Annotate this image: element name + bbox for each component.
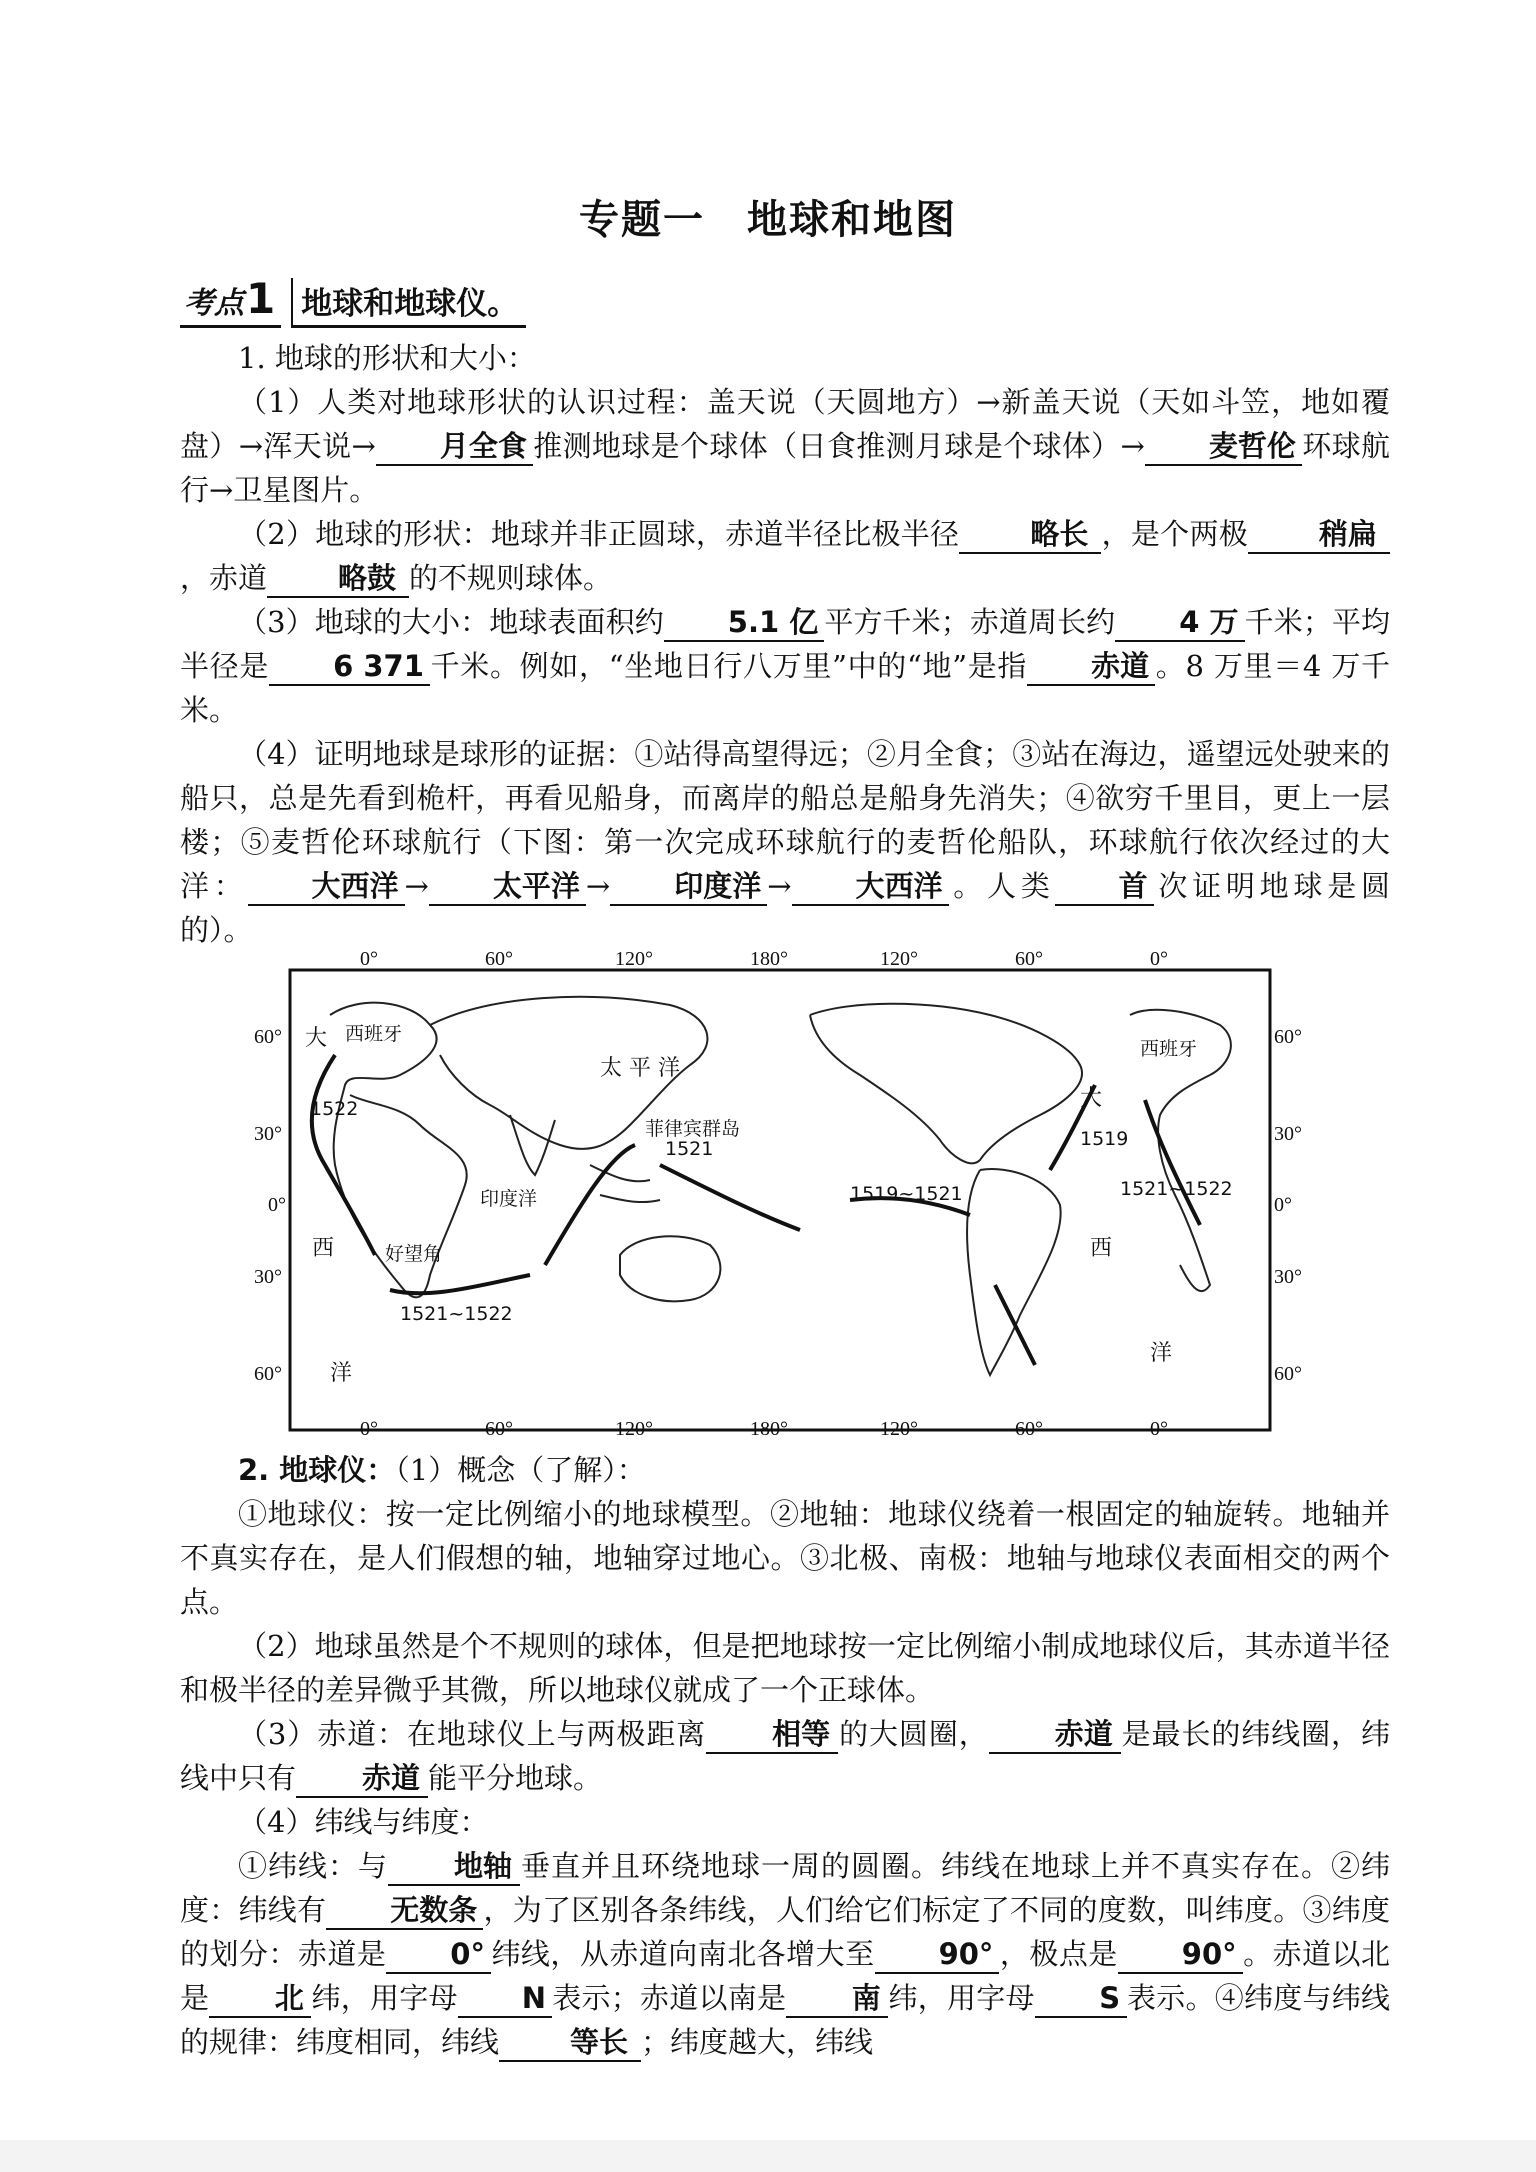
text: 纬，用字母 — [888, 1981, 1035, 2015]
arrow: → — [404, 869, 429, 903]
route-atlantic-left — [312, 1055, 375, 1255]
kaodian-label: 考点 — [184, 286, 244, 321]
text: 千米。例如，“坐地日行八万里”中的“地”是指 — [429, 649, 1028, 683]
label-spain-right: 西班牙 — [1140, 1038, 1198, 1060]
answer-blank: 略鼓 — [267, 560, 409, 598]
s2-para-5 — [180, 1844, 1390, 2064]
answer-blank: 首 — [1055, 868, 1154, 906]
bottom-lon-4: 120° — [880, 1418, 918, 1440]
right-lat-0: 60° — [1274, 1026, 1302, 1048]
label-yang-left: 洋 — [330, 1361, 353, 1386]
right-lat-4: 60° — [1274, 1363, 1302, 1385]
label-1521: 1521 — [665, 1138, 714, 1160]
bottom-lon-3: 180° — [750, 1418, 788, 1440]
bottom-lon-1: 60° — [485, 1418, 513, 1440]
s2-para-1: ①地球仪：按一定比例缩小的地球模型。②地轴：地球仪绕着一根固定的轴旋转。地轴并不真实存在，是人们假想的轴，地轴穿过地心。③北极、南极：地轴与地球仪表面相交的两个点。 — [180, 1497, 1390, 1619]
s1-para-1 — [180, 380, 1390, 512]
answer-blank: 赤道 — [1027, 648, 1155, 686]
answer-blank: 等长 — [499, 2024, 641, 2062]
answer-blank: S — [1035, 1980, 1127, 2018]
label-xi-right: 西 — [1090, 1236, 1113, 1261]
s2-para-2: （2）地球虽然是个不规则的球体，但是把地球按一定比例缩小制成地球仪后，其赤道半径和极半径的差异微乎其微，所以地球仪就成了一个正球体。 — [180, 1629, 1390, 1707]
kaodian-badge — [180, 274, 281, 328]
s1-heading — [180, 336, 1390, 380]
s1-para-4 — [180, 732, 1390, 952]
text: 是最长的纬线圈，纬线中只有 — [180, 1717, 1390, 1795]
s1-para-3 — [180, 600, 1390, 732]
text: 垂直并且环绕地球一周的圆圈。纬线在地球上并不真实存在。②纬度：纬线有 — [180, 1849, 1390, 1927]
arrow: → — [767, 869, 792, 903]
text: 平方千米；赤道周长约 — [824, 605, 1116, 639]
text: 推测地球是个球体（日食推测月球是个球体）→ — [532, 429, 1145, 463]
text: （3）赤道：在地球仪上与两极距离 — [238, 1717, 707, 1751]
right-lat-1: 30° — [1274, 1123, 1302, 1145]
south-america-outline — [967, 1169, 1061, 1375]
text: ；纬度越大，纬线 — [641, 2025, 874, 2059]
label-route-1521-1522-a: 1521~1522 — [400, 1303, 513, 1325]
label-philippines: 菲律宾群岛 — [645, 1118, 741, 1140]
s1-heading-text: 1. 地球的形状和大小： — [238, 341, 536, 375]
label-route-1519: 1519 — [1080, 1128, 1129, 1150]
answer-blank: 大西洋 — [248, 868, 405, 906]
top-lon-3: 180° — [750, 948, 788, 970]
answer-blank: 稍扁 — [1248, 516, 1390, 554]
text: （3）地球的大小：地球表面积约 — [238, 605, 664, 639]
s2-para-3 — [180, 1712, 1390, 1800]
answer-blank: 赤道 — [989, 1716, 1121, 1754]
route-atlantic-right-return — [1145, 1100, 1200, 1225]
answer-blank: 大西洋 — [792, 868, 949, 906]
text: ，极点是 — [999, 1937, 1118, 1971]
kaodian-title: 地球和地球仪。 — [291, 278, 526, 328]
label-xi-left: 西 — [312, 1236, 335, 1261]
route-pacific — [660, 1165, 800, 1230]
section-header — [180, 274, 526, 328]
answer-blank: 5.1 亿 — [664, 604, 824, 642]
label-pacific: 太 平 洋 — [600, 1056, 680, 1081]
answer-blank: 麦哲伦 — [1145, 428, 1302, 466]
text: 纬线，从赤道向南北各增大至 — [490, 1937, 875, 1971]
top-lon-0: 0° — [360, 948, 378, 970]
label-yang-right: 洋 — [1150, 1341, 1173, 1366]
answer-blank: N — [458, 1980, 552, 2018]
label-spain-left: 西班牙 — [345, 1023, 403, 1045]
label-1522: 1522 — [310, 1098, 359, 1120]
s2-heading — [180, 1448, 1390, 1492]
text: （1）人类对地球形状的认识过程：盖天说（天圆地方）→新盖天说（天如斗笠，地如覆盘）→浑天说→ — [180, 385, 1390, 463]
text: 能平分地球。 — [428, 1761, 603, 1795]
text: ①纬线：与 — [238, 1849, 388, 1883]
answer-blank: 赤道 — [296, 1760, 428, 1798]
text: ，是个两极 — [1101, 517, 1248, 551]
label-da-right: 大 — [1080, 1086, 1103, 1111]
text: 的大圆圈， — [838, 1717, 989, 1751]
left-lat-1: 30° — [254, 1123, 282, 1145]
right-lat-3: 30° — [1274, 1266, 1302, 1288]
answer-blank: 略长 — [959, 516, 1101, 554]
text: 表示；赤道以南是 — [552, 1981, 787, 2015]
answer-blank: 北 — [209, 1980, 311, 2018]
answer-blank: 印度洋 — [610, 868, 767, 906]
label-route-1521-1522-b: 1521~1522 — [1120, 1178, 1233, 1200]
answer-blank: 南 — [786, 1980, 888, 2018]
text: （4）证明地球是球形的证据：①站得高望得远；②月全食；③站在海边，遥望远处驶来的船只，总是先看到桅杆，再看见船身，而离岸的船总是船身先消失；④欲穷千里目，更上一层楼；⑤麦哲伦环球航行（下图：第一次完成环球航行的麦哲伦船队，环球航行依次经过的大洋： — [180, 737, 1390, 903]
left-lat-3: 30° — [254, 1266, 282, 1288]
answer-blank: 90° — [1118, 1936, 1243, 1974]
answer-blank: 4 万 — [1115, 604, 1244, 642]
answer-blank: 90° — [875, 1936, 1000, 1974]
text: 。赤道以北是 — [180, 1937, 1390, 2015]
left-lat-2: 0° — [268, 1194, 286, 1216]
text: 千米；平均半径是 — [180, 605, 1390, 683]
top-lon-2: 120° — [615, 948, 653, 970]
text: 环球航行→卫星图片。 — [180, 429, 1390, 507]
text: ，赤道 — [180, 561, 268, 595]
s1-para-2 — [180, 512, 1390, 600]
answer-blank: 太平洋 — [429, 868, 586, 906]
text: ，为了区别各条纬线，人们给它们标定了不同的度数，叫纬度。③纬度的划分：赤道是 — [180, 1893, 1390, 1971]
answer-blank: 地轴 — [388, 1848, 520, 1886]
label-indian-ocean: 印度洋 — [480, 1188, 538, 1210]
right-lat-2: 0° — [1274, 1194, 1292, 1216]
bottom-lon-2: 120° — [615, 1418, 653, 1440]
bottom-lon-5: 60° — [1015, 1418, 1043, 1440]
magellan-route-map — [254, 948, 1302, 1440]
s2-para-4-head: （4）纬线与纬度： — [238, 1805, 489, 1839]
arrow: → — [585, 869, 611, 903]
s2-subheading: （1）概念（了解）： — [395, 1453, 646, 1487]
top-lon-5: 60° — [1015, 948, 1043, 970]
bottom-lon-0: 0° — [360, 1418, 378, 1440]
answer-blank: 月全食 — [376, 428, 533, 466]
text: 表示。④纬度与纬线的规律：纬度相同，纬线 — [180, 1981, 1390, 2059]
text: 。人类 — [948, 869, 1055, 903]
label-da-left: 大 — [305, 1026, 328, 1051]
answer-blank: 相等 — [706, 1716, 838, 1754]
text: 。8 万里＝4 万千米。 — [180, 649, 1390, 727]
north-america-outline — [810, 1004, 1082, 1163]
text: 次证明地球是圆的）。 — [180, 869, 1390, 947]
answer-blank: 0° — [386, 1936, 491, 1974]
page-title: 专题一 地球和地图 — [579, 197, 957, 243]
answer-blank: 6 371 — [269, 648, 430, 686]
bottom-lon-6: 0° — [1150, 1418, 1168, 1440]
top-lon-1: 60° — [485, 948, 513, 970]
text: 纬，用字母 — [311, 1981, 458, 2015]
label-route-1519-1521: 1519~1521 — [850, 1183, 963, 1205]
label-cape: 好望角 — [385, 1243, 443, 1265]
s2-heading-text: 2. 地球仪： — [238, 1453, 396, 1487]
australia-outline — [620, 1236, 720, 1301]
text: 的不规则球体。 — [409, 561, 613, 595]
india-outline — [510, 1115, 555, 1175]
left-lat-0: 60° — [254, 1026, 282, 1048]
islands-outline — [590, 1165, 660, 1202]
page-footer-band — [0, 2140, 1536, 2172]
left-lat-4: 60° — [254, 1363, 282, 1385]
route-to-philippines — [545, 1145, 635, 1265]
answer-blank: 无数条 — [326, 1892, 483, 1930]
kaodian-number: 1 — [246, 274, 276, 323]
text: （2）地球的形状：地球并非正圆球，赤道半径比极半径 — [238, 517, 960, 551]
route-indian-ocean — [390, 1275, 530, 1293]
map-svg — [254, 948, 1302, 1440]
top-lon-6: 0° — [1150, 948, 1168, 970]
top-lon-4: 120° — [880, 948, 918, 970]
